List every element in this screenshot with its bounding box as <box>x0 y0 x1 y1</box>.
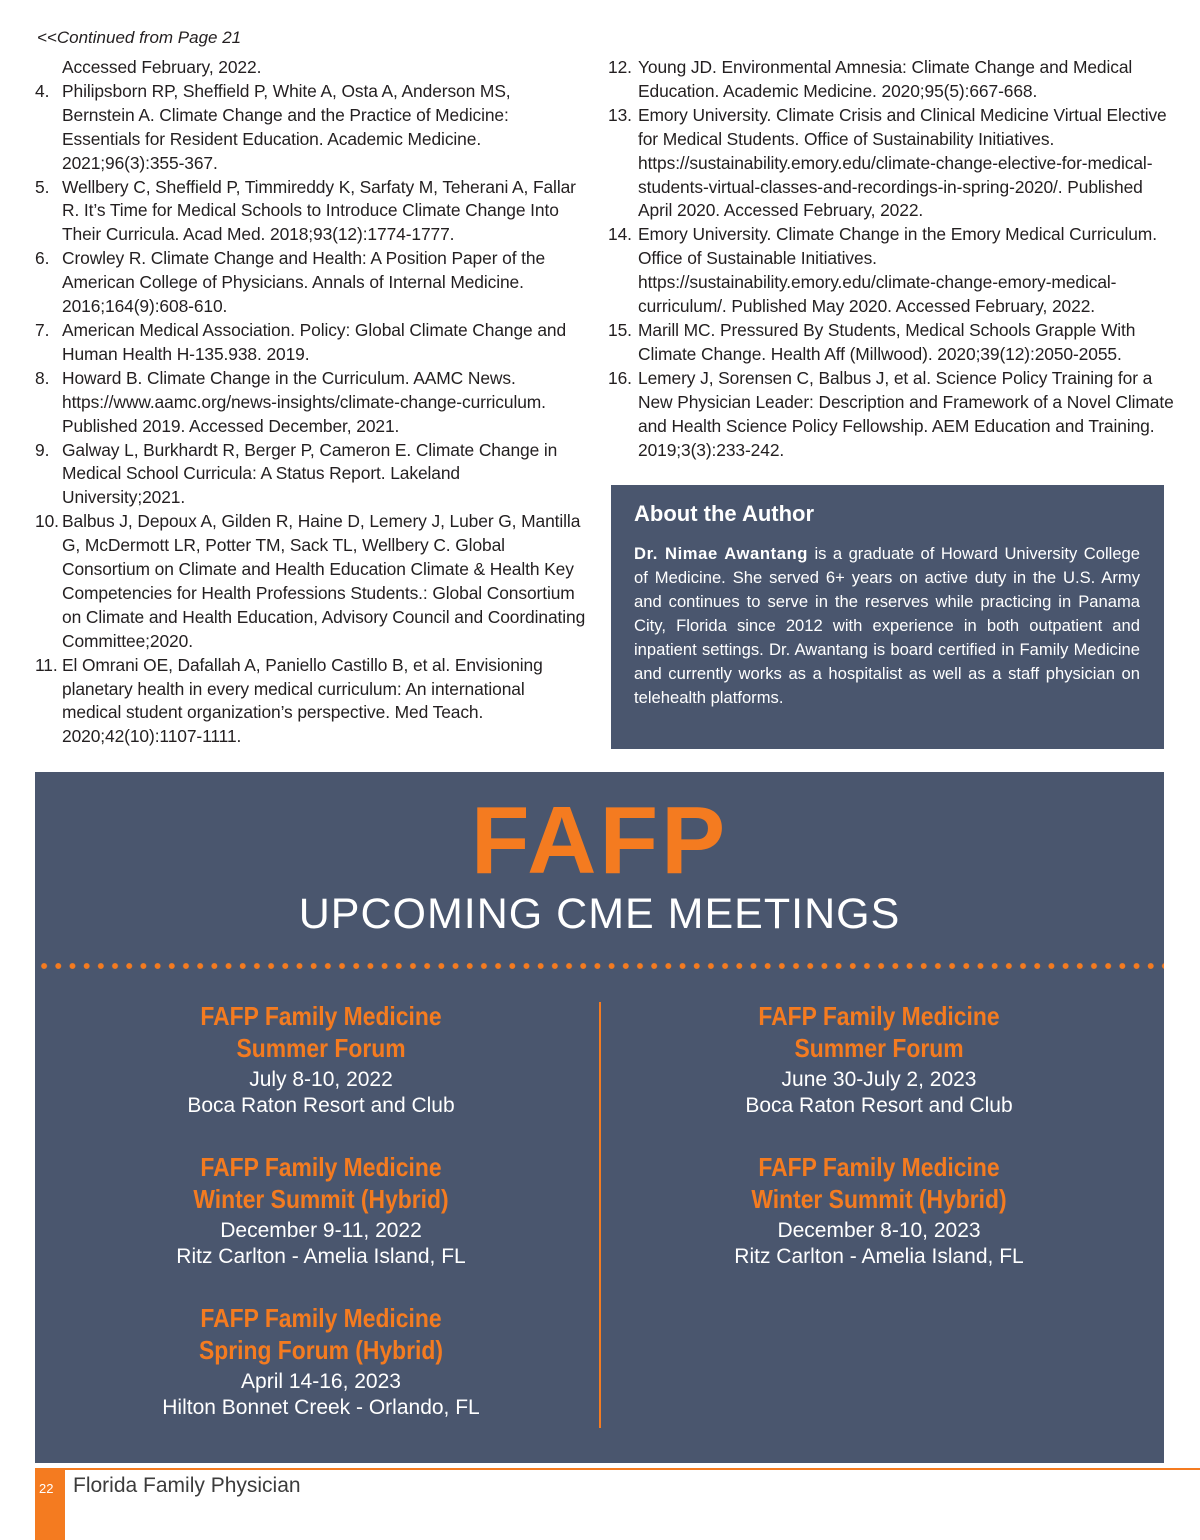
author-name: Dr. Nimae Awantang <box>634 544 809 563</box>
meeting-subtitle: Spring Forum (Hybrid) <box>198 1335 444 1365</box>
meeting-title: FAFP Family Medicine <box>200 1303 442 1333</box>
reference-item <box>608 367 1178 463</box>
dotted-divider <box>37 963 1164 969</box>
reference-number: 8. <box>35 367 50 388</box>
meeting-date: April 14-16, 2023 <box>241 1370 401 1393</box>
meeting-venue: Hilton Bonnet Creek - Orlando, FL <box>162 1396 480 1419</box>
meeting-subtitle: Winter Summit (Hybrid) <box>193 1184 449 1214</box>
reference-text: Galway L, Burkhardt R, Berger P, Cameron E. Climate Change in Medical School Curricula: A Status Report. Lakeland University;2021. <box>62 439 558 508</box>
reference-text: Howard B. Climate Change in the Curriculum. AAMC News. https://www.aamc.org/news-insights/climate-change-curriculum. Published 2019. Accessed December, 2021. <box>62 367 546 436</box>
reference-item <box>35 176 587 248</box>
reference-item <box>35 439 587 511</box>
reference-item <box>608 319 1178 367</box>
reference-item <box>608 223 1178 319</box>
meeting-date: December 8-10, 2023 <box>777 1219 981 1242</box>
cme-meetings-panel <box>35 772 1164 1463</box>
meetings-column-left <box>71 1000 571 1453</box>
meeting-item <box>71 1000 571 1119</box>
meeting-subtitle: Winter Summit (Hybrid) <box>751 1184 1007 1214</box>
reference-text: Marill MC. Pressured By Students, Medical Schools Grapple With Climate Change. Health Aff (Millwood). 2020;39(12):2050-2055. <box>638 319 1136 364</box>
meeting-venue: Ritz Carlton - Amelia Island, FL <box>176 1245 466 1268</box>
meeting-date: December 9-11, 2022 <box>220 1219 422 1242</box>
about-author-bio <box>634 542 1140 710</box>
reference-item <box>35 654 587 750</box>
reference-text: El Omrani OE, Dafallah A, Paniello Castillo B, et al. Envisioning planetary health in every medical curriculum: An international medical student organization’s perspective. Med Teach. 2020;42(10):1107-1111. <box>62 654 543 747</box>
page-number: 22 <box>39 1481 54 1496</box>
meeting-venue: Boca Raton Resort and Club <box>187 1094 455 1117</box>
meeting-venue: Boca Raton Resort and Club <box>745 1094 1013 1117</box>
publication-name: Florida Family Physician <box>73 1474 301 1497</box>
reference-item <box>35 56 587 80</box>
reference-number: 11. <box>35 654 58 675</box>
reference-number: 12. <box>608 57 632 77</box>
reference-number: 14. <box>608 224 632 245</box>
reference-text: Lemery J, Sorensen C, Balbus J, et al. Science Policy Training for a New Physician Leader: Description and Framework of a Novel Climate and Health Science Policy Fellowship. AEM Education and Training. 2019;3(3):233-242. <box>638 367 1174 460</box>
reference-text: Emory University. Climate Change in the Emory Medical Curriculum. Office of Sustainable Initiatives. https://sustainability.emory.edu/climate-change-emory-medical-curriculum/. Published May 2020. Accessed February, 2022. <box>638 224 1157 317</box>
meeting-title: FAFP Family Medicine <box>758 1001 1000 1031</box>
meeting-title: FAFP Family Medicine <box>758 1152 1000 1182</box>
continued-note: <<Continued from Page 21 <box>37 28 242 47</box>
reference-item <box>608 56 1178 104</box>
fafp-logo: FAFP <box>470 787 729 894</box>
meeting-title: FAFP Family Medicine <box>200 1152 442 1182</box>
references-left-column <box>35 56 587 749</box>
reference-text: Balbus J, Depoux A, Gilden R, Haine D, Lemery J, Luber G, Mantilla G, McDermott LR, Potter TM, Sack TL, Wellbery C. Global Consortium on Climate and Health Education Climate & Health Key Competencies for Health Professions Students.: Global Consortium on Climate and Health Education, Advisory Council and Coordinating Committee;2020. <box>62 511 586 651</box>
reference-text: American Medical Association. Policy: Global Climate Change and Human Health H-135.938. 2019. <box>62 319 567 364</box>
meeting-date: June 30-July 2, 2023 <box>781 1068 977 1091</box>
reference-text: Crowley R. Climate Change and Health: A Position Paper of the American College of Physicians. Annals of Internal Medicine. 2016;164(9):608-610. <box>62 248 546 317</box>
reference-text: Philipsborn RP, Sheffield P, White A, Osta A, Anderson MS, Bernstein A. Climate Change and the Practice of Medicine: Essentials for Resident Education. Academic Medicine. 2021;96(3):355-367. <box>62 80 511 173</box>
meeting-subtitle: Summer Forum <box>236 1033 406 1063</box>
reference-item <box>35 367 587 439</box>
reference-number: 5. <box>35 176 50 197</box>
about-author-box <box>611 485 1164 749</box>
meeting-subtitle: Summer Forum <box>794 1033 964 1063</box>
meetings-column-right <box>629 1000 1129 1302</box>
meeting-item <box>71 1302 571 1421</box>
reference-item <box>608 104 1178 224</box>
meeting-venue: Ritz Carlton - Amelia Island, FL <box>734 1245 1024 1268</box>
reference-number: 9. <box>35 439 50 460</box>
about-author-heading: About the Author <box>634 501 815 526</box>
reference-number: 16. <box>608 367 632 388</box>
meeting-date: July 8-10, 2022 <box>249 1068 393 1091</box>
cme-subtitle: UPCOMING CME MEETINGS <box>298 890 901 938</box>
meeting-item <box>629 1000 1129 1119</box>
reference-number: 7. <box>35 319 50 340</box>
reference-number: 4. <box>35 80 50 101</box>
reference-text: Accessed February, 2022. <box>62 57 262 77</box>
reference-number: 15. <box>608 319 632 340</box>
column-divider <box>599 1002 601 1428</box>
reference-number: 6. <box>35 248 50 269</box>
reference-item <box>35 80 587 176</box>
reference-text: Wellbery C, Sheffield P, Timmireddy K, Sarfaty M, Teherani A, Fallar R. It’s Time for Medical Schools to Introduce Climate Change Into Their Curricula. Acad Med. 2018;93(12):1774-1777. <box>62 176 576 245</box>
reference-text: Young JD. Environmental Amnesia: Climate Change and Medical Education. Academic Medicine. 2020;95(5):667-668. <box>638 57 1133 101</box>
author-bio-text: is a graduate of Howard University College of Medicine. She served 6+ years on active duty in the U.S. Army and continues to serve in the reserves while practicing in Panama City, Florida since 2012 with experience in both outpatient and inpatient settings. Dr. Awantang is board certified in Family Medicine and currently works as a hospitalist as well as a staff physician on telehealth platforms. <box>634 544 1141 707</box>
references-right-column <box>608 56 1178 462</box>
reference-item <box>35 319 587 367</box>
reference-number: 13. <box>608 104 632 125</box>
reference-text: Emory University. Climate Crisis and Clinical Medicine Virtual Elective for Medical Students. Office of Sustainability Initiatives. https://sustainability.emory.edu/climate-change-elective-for-medical-students-virtual-classes-and-recordings-in-spring-2020/. Published April 2020. Accessed February, 2022. <box>638 104 1167 221</box>
reference-item <box>35 247 587 319</box>
reference-item <box>35 510 587 653</box>
footer-rule <box>35 1468 1200 1470</box>
meeting-title: FAFP Family Medicine <box>200 1001 442 1031</box>
reference-number: 10. <box>35 511 59 532</box>
meeting-item <box>71 1151 571 1270</box>
meeting-item <box>629 1151 1129 1270</box>
